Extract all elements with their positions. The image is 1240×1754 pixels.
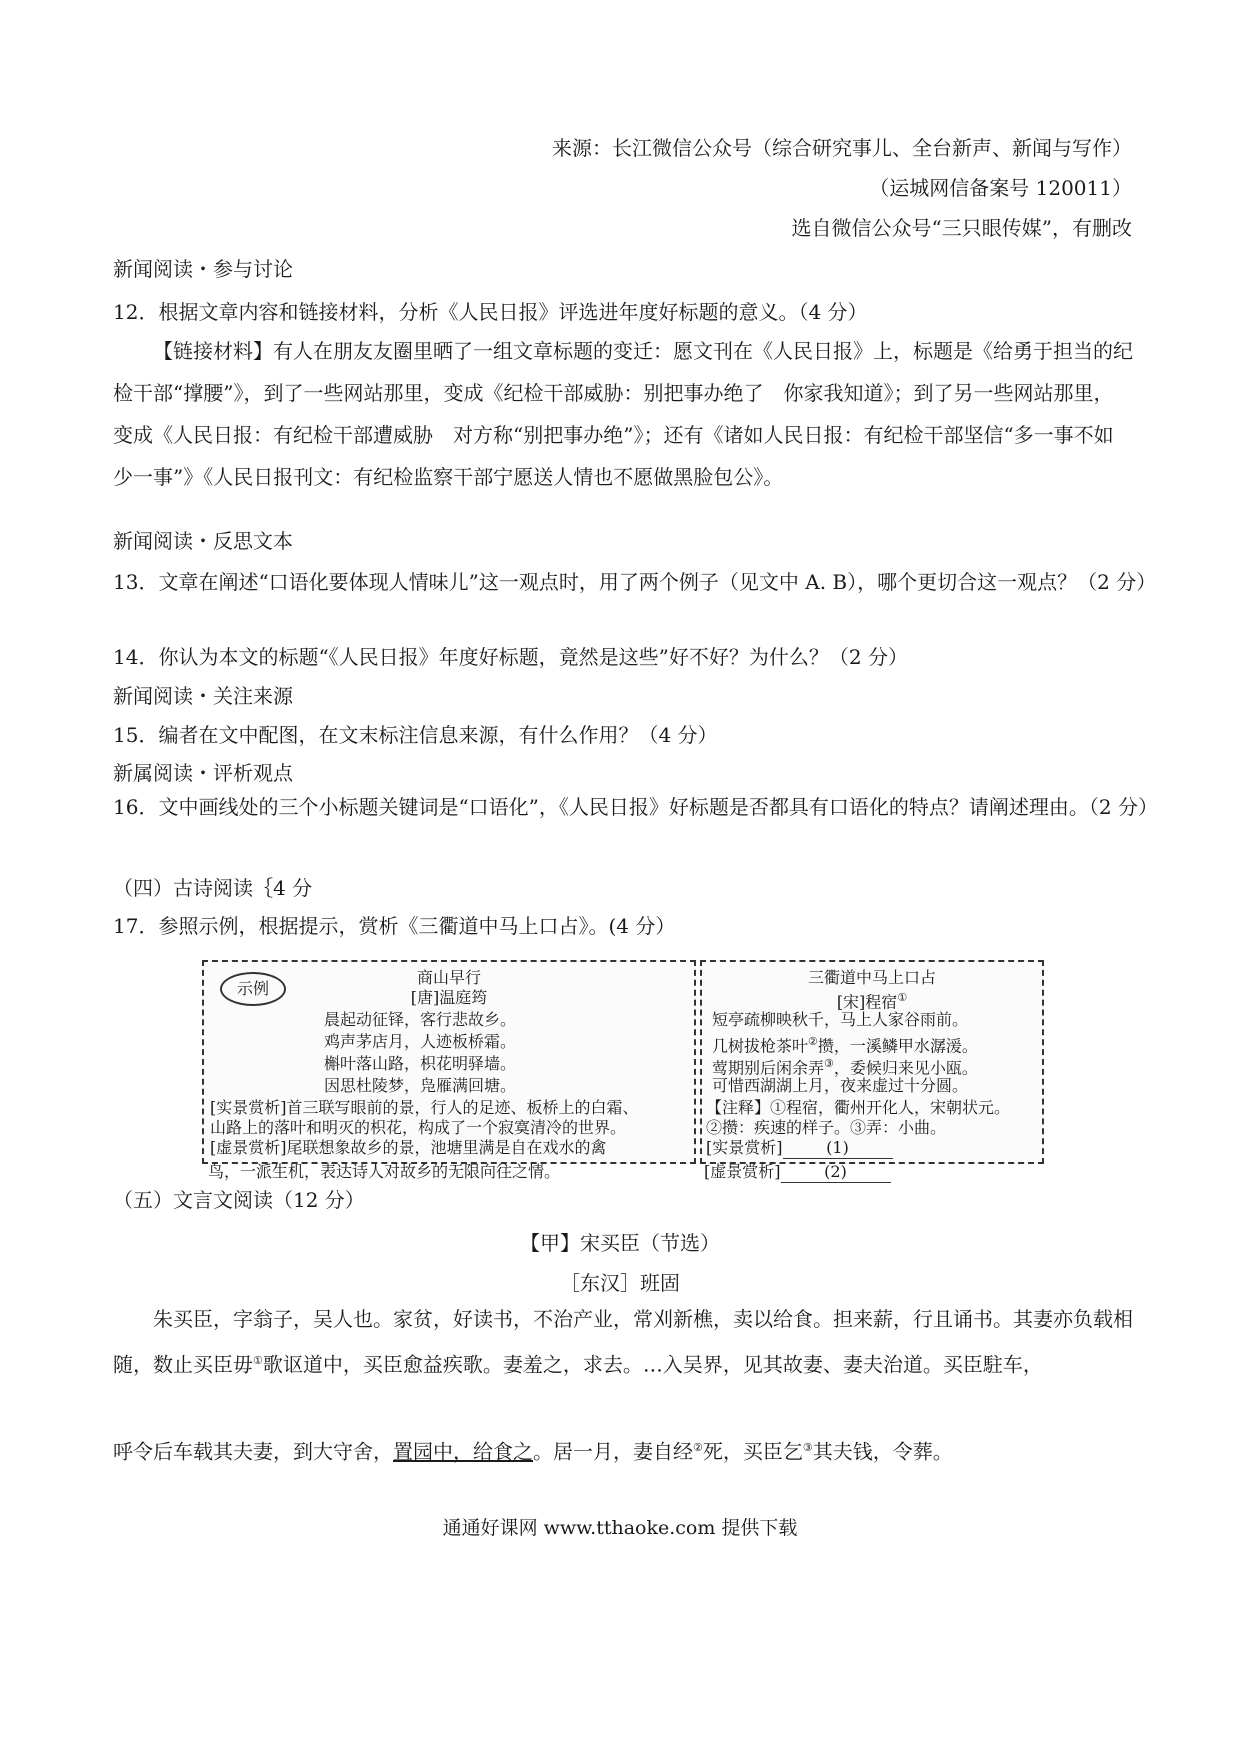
source-line-2: （运城网信备案号 120011） <box>869 176 1132 200</box>
question-13: 13．文章在阐述“口语化要体现人情味儿”这一观点时，用了两个例子（见文中 A. B），哪个更切合这一观点？（2 分） <box>113 570 1157 594</box>
example-virtual-text: 尾联想象故乡的景，池塘里满是自在戏水的禽 <box>286 1138 607 1157</box>
example-poem-line: 槲叶落山路，枳花明驿墙。 <box>324 1054 517 1073</box>
example-real-label: [实景赏析] <box>210 1098 287 1117</box>
footer: 通通好课网 www.tthaoke.com 提供下载 <box>442 1517 798 1539</box>
section-heading: （五）文言文阅读（12 分） <box>113 1188 365 1212</box>
question-14: 14．你认为本文的标题“《人民日报》年度好标题，竟然是这些”好不好？为什么？（2 分） <box>113 645 908 669</box>
section-heading: 新闻阅读・参与讨论 <box>113 257 293 281</box>
example-real-analysis <box>210 1098 639 1118</box>
example-virtual-label: [虚景赏析] <box>210 1138 287 1157</box>
classical-paragraph-2: 呼令后车载其夫妻，到大守舍，置园中，给食之。居一月，妻自经②死，买臣乞③其夫钱，令葬。 <box>113 1439 953 1464</box>
question-15: 15．编者在文中配图，在文末标注信息来源，有什么作用？（4 分） <box>113 723 718 747</box>
example-real-text: 首三联写眼前的景，行人的足迹、板桥上的白霜、 <box>286 1098 639 1117</box>
question-17: 17．参照示例，根据提示，赏析《三衢道中马上口占》。(4 分） <box>113 914 676 938</box>
example-poem-title: 商山早行 <box>416 968 481 987</box>
poem-line: 几树拔枪茶叶②攒，一溪鳞甲水潺湲。 <box>712 1035 978 1056</box>
classical-author: ［东汉］班固 <box>560 1271 680 1295</box>
poem-box <box>700 960 1044 1164</box>
poem-real-analysis: [实景赏析] (1) <box>706 1138 893 1159</box>
source-line-1: 来源：长江微信公众号（综合研究事儿、全台新声、新闻与写作） <box>552 136 1132 160</box>
poem-note-2: ②攒：疾速的样子。③弄：小曲。 <box>706 1118 947 1137</box>
poem-line: 莺期别后闲余弄③，委候归来见小瓯。 <box>712 1057 978 1078</box>
source-line-3: 选自微信公众号“三只眼传媒”，有删改 <box>791 216 1132 240</box>
underlined-sentence: 置园中，给食之 <box>393 1439 533 1464</box>
example-virtual-analysis <box>210 1138 607 1158</box>
section-heading: 新属阅读・评析观点 <box>113 761 293 785</box>
question-12: 12．根据文章内容和链接材料，分析《人民日报》评选进年度好标题的意义。（4 分） <box>113 300 868 324</box>
classical-paragraph-1: 朱买臣，字翁子，吴人也。家贫，好读书，不治产业，常刈新樵，卖以给食。担来薪，行且诵书。其妻亦负载相随，数止买臣毋①歌讴道中，买臣愈益疾歌。妻羞之，求去。…入吴界，见其故妻、妻夫治道。买臣駐车， <box>113 1307 1133 1377</box>
example-poem-box <box>202 960 696 1164</box>
classical-title: 【甲】宋买臣（节选） <box>520 1231 720 1255</box>
poem-virtual-analysis: [虚景赏析] (2) <box>704 1162 891 1183</box>
example-poem-line: 鸡声茅店月，人迹板桥霜。 <box>324 1032 517 1051</box>
poem-line: 可惜西湖湖上月，夜来虚过十分圆。 <box>712 1076 969 1095</box>
section-heading: 新闻阅读・关注来源 <box>113 684 293 708</box>
example-poem-line: 因思杜陵梦，凫雁满回塘。 <box>324 1076 517 1095</box>
example-real-text-2: 山路上的落叶和明灭的枳花，构成了一个寂寞清冷的世界。 <box>210 1118 627 1137</box>
example-poem-line: 晨起动征铎，客行悲故乡。 <box>324 1010 517 1029</box>
section-heading: （四）古诗阅读｛4 分 <box>113 876 313 900</box>
section-heading: 新闻阅读・反思文本 <box>113 529 293 553</box>
poem-title: 三衢道中马上口占 <box>807 968 936 987</box>
answer-blank-2[interactable]: (2) <box>781 1162 891 1183</box>
example-poem-author: [唐]温庭筠 <box>410 988 488 1007</box>
poem-author: [宋]程宿① <box>836 991 908 1012</box>
poem-line: 短亭疏柳映秋千，马上人家谷雨前。 <box>712 1010 969 1029</box>
poem-note: 【注释】①程宿，衢州开化人，宋朝状元。 <box>706 1098 1011 1117</box>
question-16: 16．文中画线处的三个小标题关键词是“口语化”，《人民日报》好标题是否都具有口语化的特点？请阐述理由。（2 分） <box>113 795 1158 819</box>
example-virtual-text-2: 鸟，一派生机，表达诗人对故乡的无限向往之情。 <box>208 1162 561 1181</box>
answer-blank-1[interactable]: (1) <box>783 1138 893 1159</box>
example-tag: 示例 <box>220 972 286 1006</box>
link-material: 【链接材料】有人在朋友友圈里晒了一组文章标题的变迁：愿文刊在《人民日报》上，标题是《给勇于担当的纪检干部“撑腰”》，到了一些网站那里，变成《纪检干部威胁：别把事办绝了 你家我知道》；到了另一些网站那里，变成《人民日报：有纪检干部遭威胁 对方称“别把事办绝”》；还有《诸如人民日报：有纪检干部坚信“多一事不如少一事”》《人民日报刊文：有纪检监察干部宁愿送人情也不愿做黑脸包公》。 <box>113 339 1133 489</box>
